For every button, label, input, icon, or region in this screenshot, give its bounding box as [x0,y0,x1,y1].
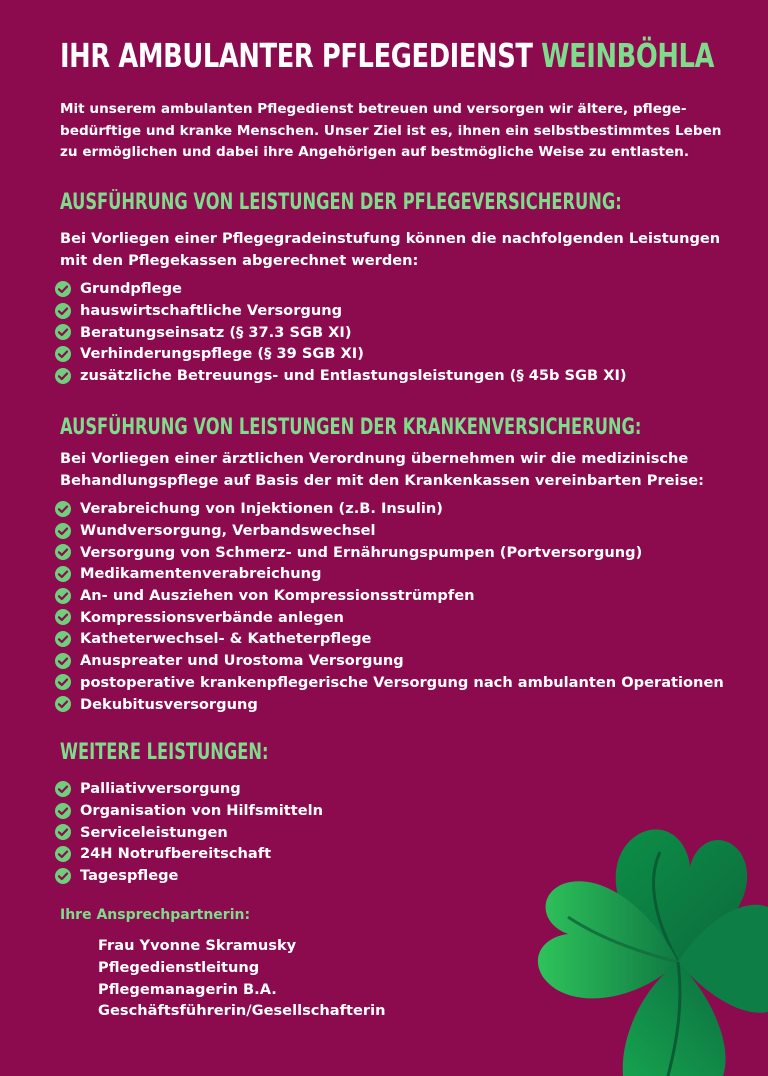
list-item-label: hauswirtschaftliche Versorgung [80,302,343,320]
list-item-label: Verabreichung von Injektionen (z.B. Insulin) [80,500,443,518]
list-item [54,343,627,365]
list-item-label: Palliativversorgung [80,780,241,798]
check-circle-icon [54,673,72,691]
list-item-label: Tagespflege [80,867,179,885]
check-circle-icon [54,587,72,605]
list-krankenversicherung [54,498,724,715]
contact-line: Pflegemanagerin B.A. [98,980,277,998]
list-item [54,650,724,672]
list-item-label: Anuspreater und Urostoma Versorgung [80,652,404,670]
list-item-label: Wundversorgung, Verbandswechsel [80,522,376,540]
list-item-label: Serviceleistungen [80,823,228,841]
list-item-label: Grundpflege [80,280,182,298]
list-item [54,778,323,800]
list-item-label: Verhinderungspflege (§ 39 SGB XI) [80,345,364,363]
list-item [54,800,323,822]
list-item [54,541,724,563]
check-circle-icon [54,302,72,320]
list-item-label: 24H Notrufbereitschaft [80,845,272,863]
title-main: IHR AMBULANTER PFLEGEDIENST [60,36,533,75]
list-item-label: postoperative krankenpflegerische Versorgung nach ambulanten Operationen [80,673,724,691]
list-item [54,821,323,843]
list-item [54,278,627,300]
list-item-label: An- und Ausziehen von Kompressionsstrümpfen [80,587,475,605]
list-item [54,498,724,520]
list-item [54,300,627,322]
list-item-label: Medikamentenverabreichung [80,565,322,583]
section-text-krankenversicherung: Bei Vorliegen einer ärztlichen Verordnung übernehmen wir die medizinische Behandlungspflege auf Basis der mit den Krankenkassen vereinbarten Preise: [60,450,704,489]
clover-icon [528,812,768,1076]
list-item [54,365,627,387]
check-circle-icon [54,630,72,648]
list-item [54,843,323,865]
check-circle-icon [54,608,72,626]
check-circle-icon [54,695,72,713]
check-circle-icon [54,500,72,518]
list-item [54,321,627,343]
list-item-label: Kompressionsverbände anlegen [80,608,344,626]
check-circle-icon [54,280,72,298]
check-circle-icon [54,367,72,385]
check-circle-icon [54,780,72,798]
check-circle-icon [54,867,72,885]
check-circle-icon [54,565,72,583]
section-text-pflegeversicherung: Bei Vorliegen einer Pflegegradeinstufung können die nachfolgenden Leistungen mit den Pflegekassen abgerechnet werden: [60,230,721,269]
check-circle-icon [54,823,72,841]
section-heading-krankenversicherung: AUSFÜHRUNG VON LEISTUNGEN DER KRANKENVERSICHERUNG: [60,415,642,440]
section-heading-weitere-leistungen: WEITERE LEISTUNGEN: [60,740,269,765]
contact-line: Pflegedienstleitung [98,958,260,976]
list-item [54,693,724,715]
list-item [54,672,724,694]
section-heading-pflegeversicherung: AUSFÜHRUNG VON LEISTUNGEN DER PFLEGEVERSICHERUNG: [60,190,622,215]
list-pflegeversicherung [54,278,627,386]
list-item [54,585,724,607]
list-item [54,563,724,585]
list-item-label: zusätzliche Betreuungs- und Entlastungsleistungen (§ 45b SGB XI) [80,367,627,385]
check-circle-icon [54,845,72,863]
check-circle-icon [54,323,72,341]
contact-label: Ihre Ansprechpartnerin: [60,907,251,923]
check-circle-icon [54,522,72,540]
list-item [54,865,323,887]
check-circle-icon [54,543,72,561]
check-circle-icon [54,802,72,820]
intro-text: Mit unserem ambulanten Pflegedienst betreuen und versorgen wir ältere, pflege-bedürftige und kranke Menschen. Unser Ziel ist es, ihnen ein selbstbestimmtes Leben zu ermöglichen und dabei ihre Angehörigen auf bestmögliche Weise zu entlasten. [60,101,722,160]
check-circle-icon [54,345,72,363]
title-accent: WEINBÖHLA [541,36,715,75]
list-item-label: Organisation von Hilfsmitteln [80,802,324,820]
list-item-label: Katheterwechsel- & Katheterpflege [80,630,372,648]
list-item-label: Beratungseinsatz (§ 37.3 SGB XI) [80,323,352,341]
contact-line: Frau Yvonne Skramusky [98,937,297,954]
list-weitere-leistungen [54,778,323,886]
list-item [54,520,724,542]
contact-lines [98,935,385,1022]
list-item-label: Versorgung von Schmerz- und Ernährungspumpen (Portversorgung) [80,543,643,561]
contact-line: Geschäftsführerin/Gesellschafterin [98,1002,386,1020]
list-item [54,628,724,650]
page-title [60,36,714,76]
check-circle-icon [54,652,72,670]
list-item-label: Dekubitusversorgung [80,695,258,713]
list-item [54,606,724,628]
